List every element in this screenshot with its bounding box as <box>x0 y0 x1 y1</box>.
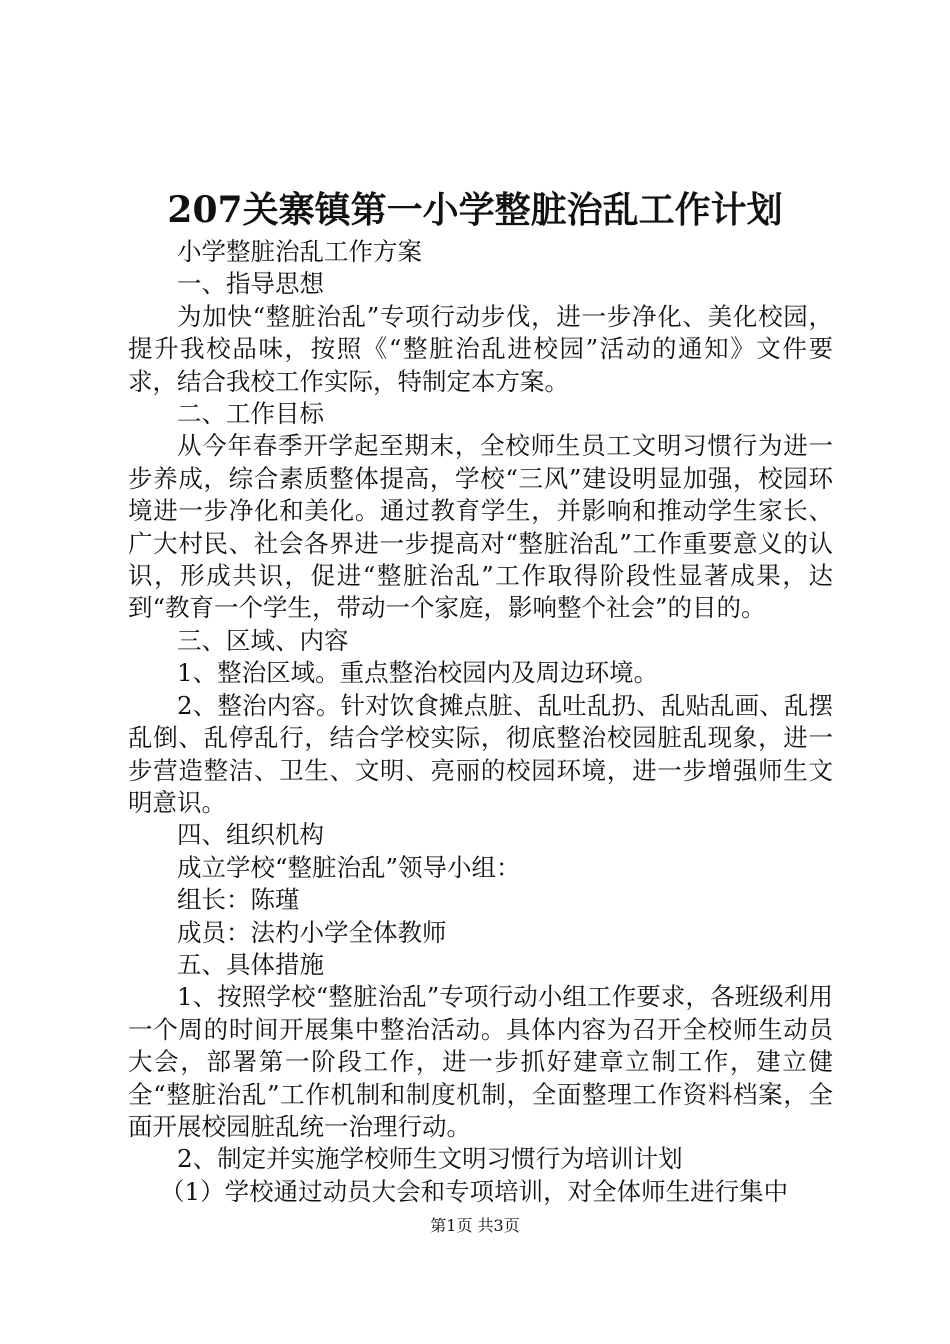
paragraph-guiding-idea: 为加快“整脏治乱”专项行动步伐，进一步净化、美化校园，提升我校品味，按照《“整脏治乱进校园”活动的通知》文件要求，结合我校工作实际，特制定本方案。 <box>128 301 833 396</box>
section-heading-guiding-idea: 一、指导思想 <box>177 269 324 299</box>
section-heading-organization: 四、组织机构 <box>177 820 324 850</box>
paragraph-measure-1: 1、按照学校“整脏治乱”专项行动小组工作要求，各班级利用一个周的时间开展集中整治活动。具体内容为召开全校师生动员大会，部署第一阶段工作，进一步抓好建章立制工作，建立健全“整脏治乱”工作机制和制度机制，全面整理工作资料档案，全面开展校园脏乱统一治理行动。 <box>128 982 833 1141</box>
section-heading-measures: 五、具体措施 <box>177 949 324 979</box>
paragraph-group-leader: 组长：陈瑾 <box>177 885 300 915</box>
paragraph-plan-name: 小学整脏治乱工作方案 <box>177 237 422 266</box>
document-body <box>128 236 833 1208</box>
paragraph-content: 2、整治内容。针对饮食摊点脏、乱吐乱扔、乱贴乱画、乱摆乱倒、乱停乱行，结合学校实际，彻底整治校园脏乱现象，进一步营造整洁、卫生、文明、亮丽的校园环境，进一步增强师生文明意识。 <box>128 690 833 817</box>
paragraph-measure-2-1: （1）学校通过动员大会和专项培训，对全体师生进行集中 <box>160 1176 789 1206</box>
paragraph-leading-group: 成立学校“整脏治乱”领导小组： <box>177 852 521 882</box>
page-number: 第1页 共3页 <box>430 1216 520 1235</box>
paragraph-area: 1、整治区域。重点整治校园内及周边环境。 <box>177 658 659 688</box>
paragraph-group-members: 成员：法杓小学全体教师 <box>177 917 447 947</box>
document-title: 207关寨镇第一小学整脏治乱工作计划 <box>167 189 783 231</box>
section-heading-area-content: 三、区域、内容 <box>177 625 349 655</box>
section-heading-work-goals: 二、工作目标 <box>177 399 324 429</box>
paragraph-work-goals: 从今年春季开学起至期末，全校师生员工文明习惯行为进一步养成，综合素质整体提高，学校“三风”建设明显加强，校园环境进一步净化和美化。通过教育学生，并影响和推动学生家长、广大村民、社会各界进一步提高对“整脏治乱”工作重要意义的认识，形成共识，促进“整脏治乱”工作取得阶段性显著成果，达到“教育一个学生，带动一个家庭，影响整个社会”的目的。 <box>128 431 833 623</box>
paragraph-measure-2: 2、制定并实施学校师生文明习惯行为培训计划 <box>177 1144 683 1174</box>
